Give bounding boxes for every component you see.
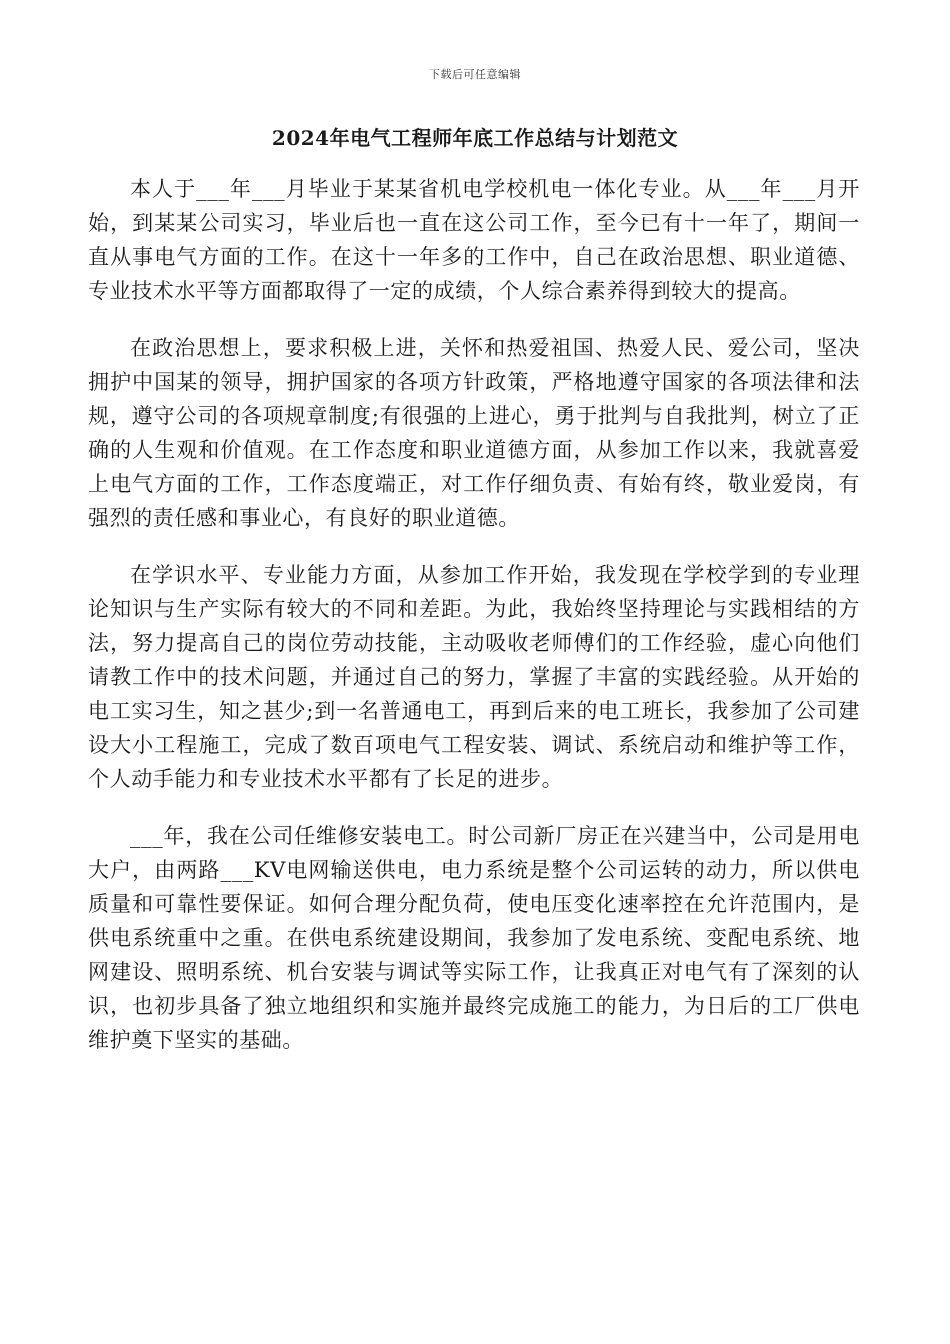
document-body [88,172,860,1080]
document-title: 2024年电气工程师年底工作总结与计划范文 [271,126,679,150]
paragraph-graduation-background: 本人于___年___月毕业于某某省机电学校机电一体化专业。从___年___月开始，到某某公司实习，毕业后也一直在这公司工作，至今已有十一年了，期间一直从事电气方面的工作。在这十一年多的工作中，自己在政治思想、职业道德、专业技术水平等方面都取得了一定的成绩，个人综合素养得到较大的提高。 [88,177,860,303]
paragraph-political-thought: 在政治思想上，要求积极上进，关怀和热爱祖国、热爱人民、爱公司，坚决拥护中国某的领导，拥护国家的各项方针政策，严格地遵守国家的各项法律和法规，遵守公司的各项规章制度;有很强的上进心，勇于批判与自我批判，树立了正确的人生观和价值观。在工作态度和职业道德方面，从参加工作以来，我就喜爱上电气方面的工作，工作态度端正，对工作仔细负责、有始有终，敬业爱岗，有强烈的责任感和事业心，有良好的职业道德。 [88,336,860,530]
page-header-note: 下载后可任意编辑 [429,68,521,81]
paragraph-professional-ability: 在学识水平、专业能力方面，从参加工作开始，我发现在学校学到的专业理论知识与生产实际有较大的不同和差距。为此，我始终坚持理论与实践相结的方法，努力提高自己的岗位劳动技能，主动吸收老师傅们的工作经验，虚心向他们请教工作中的技术问题，并通过自己的努力，掌握了丰富的实践经验。从开始的电工实习生，知之甚少;到一名普通电工，再到后来的电工班长，我参加了公司建设大小工程施工，完成了数百项电气工程安装、调试、系统启动和维护等工作，个人动手能力和专业技术水平都有了长足的进步。 [88,563,860,791]
paragraph-power-supply-work: ___年，我在公司任维修安装电工。时公司新厂房正在兴建当中，公司是用电大户，由两路___KV电网输送供电，电力系统是整个公司运转的动力，所以供电质量和可靠性要保证。如何合理分配负荷，使电压变化速率控在允许范围内，是供电系统重中之重。在供电系统建设期间，我参加了发电系统、变配电系统、地网建设、照明系统、机台安装与调试等实际工作，让我真正对电气有了深刻的认识，也初步具备了独立地组织和实施并最终完成施工的能力，为日后的工厂供电维护奠下坚实的基础。 [88,824,860,1052]
